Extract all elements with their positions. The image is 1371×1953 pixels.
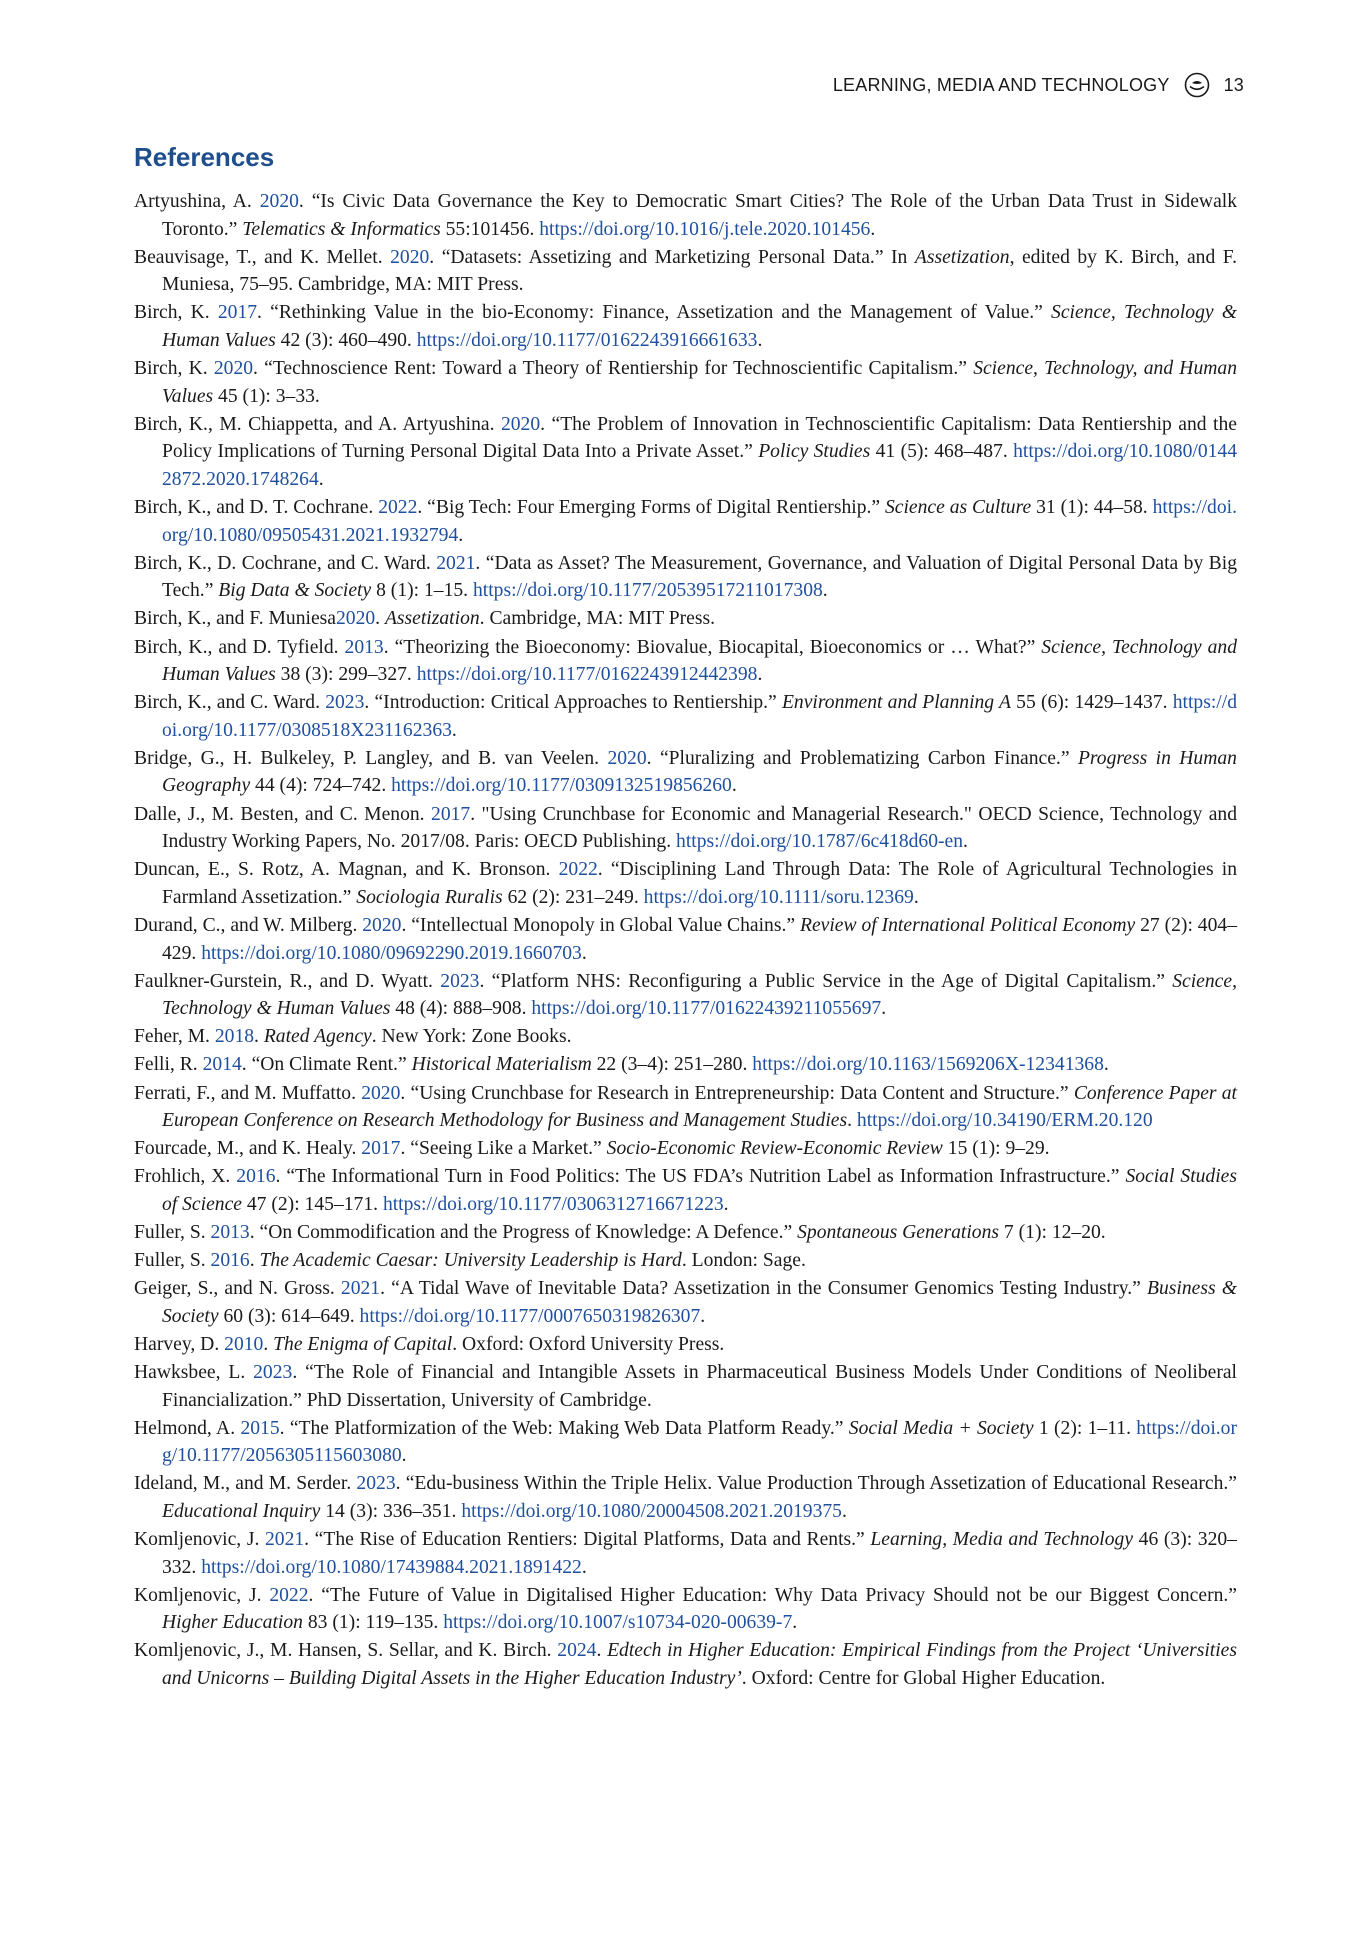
reference-source: The Enigma of Capital bbox=[273, 1333, 453, 1355]
reference-title: . bbox=[375, 608, 385, 630]
reference-authors: Ferrati, F., and M. Muffatto. bbox=[134, 1082, 362, 1104]
reference-authors: Frohlich, X. bbox=[134, 1166, 237, 1188]
reference-source: Sociologia Ruralis bbox=[356, 886, 503, 908]
reference-end: . bbox=[757, 664, 763, 686]
reference-authors: Faulkner-Gurstein, R., and D. Wyatt. bbox=[134, 970, 441, 992]
reference-title: . “Data as Asset? The Measurement, Governance, and Valuation of Digital Personal Data by Big Tech.” bbox=[162, 552, 1237, 602]
reference-entry bbox=[134, 689, 1237, 744]
reference-doi-link[interactable]: https://doi.org/10.1177/0162243912442398 bbox=[416, 664, 758, 686]
reference-source: Environment and Planning A bbox=[781, 692, 1011, 714]
reference-end: . bbox=[451, 719, 457, 741]
reference-entry bbox=[134, 411, 1237, 494]
reference-end: . bbox=[757, 329, 763, 351]
reference-end: . bbox=[792, 1612, 798, 1634]
reference-entry bbox=[134, 1135, 1237, 1163]
reference-title: . “Pluralizing and Problematizing Carbon Finance.” bbox=[646, 747, 1078, 769]
reference-year-link[interactable]: 2021 bbox=[340, 1278, 381, 1300]
reference-details: 46 (3): 320–332. bbox=[162, 1529, 1237, 1578]
reference-entry bbox=[134, 856, 1237, 911]
reference-title: . “Theorizing the Bioeconomy: Biovalue, Biocapital, Bioeconomics or … What?” bbox=[383, 636, 1042, 658]
reference-source: Telematics & Informatics bbox=[242, 218, 441, 240]
reference-year-link[interactable]: 2014 bbox=[202, 1054, 242, 1076]
reference-title: . bbox=[249, 1250, 260, 1272]
reference-source: Social Studies of Science bbox=[162, 1166, 1237, 1215]
reference-authors: Helmond, A. bbox=[134, 1417, 241, 1439]
reference-doi-link[interactable]: https://doi.org/10.34190/ERM.20.120 bbox=[856, 1110, 1153, 1132]
reference-title: . “The Rise of Education Rentiers: Digital Platforms, Data and Rents.” bbox=[304, 1529, 871, 1550]
reference-end: . bbox=[700, 1305, 706, 1327]
reference-doi-link[interactable]: https://doi.org/10.1080/01442872.2020.1748264 bbox=[162, 441, 1238, 490]
reference-authors: Hawksbee, L. bbox=[134, 1361, 254, 1383]
reference-title: . “On Climate Rent.” bbox=[241, 1054, 412, 1076]
reference-end: . bbox=[723, 1193, 729, 1215]
section-title: References bbox=[134, 142, 275, 172]
reference-source: Educational Inquiry bbox=[162, 1500, 321, 1522]
reference-details: 45 (1): 3–33. bbox=[213, 385, 320, 407]
reference-year-link[interactable]: 2021 bbox=[436, 552, 476, 574]
reference-title: . “Datasets: Assetizing and Marketizing Personal Data.” In bbox=[429, 246, 915, 268]
reference-source: Progress in Human Geography bbox=[162, 747, 1237, 797]
reference-end: . bbox=[881, 998, 887, 1020]
reference-authors: Birch, K., D. Cochrane, and C. Ward. bbox=[134, 552, 437, 574]
reference-doi-link[interactable]: https://doi.org/10.1080/17439884.2021.1891422 bbox=[201, 1556, 582, 1578]
reference-authors: Duncan, E., S. Rotz, A. Magnan, and K. Bronson. bbox=[134, 859, 559, 881]
reference-source: Learning, Media and Technology bbox=[870, 1529, 1134, 1550]
reference-title: . “Big Tech: Four Emerging Forms of Digital Rentiership.” bbox=[417, 497, 885, 519]
journal-name: LEARNING, MEDIA AND TECHNOLOGY bbox=[832, 74, 1170, 95]
reference-source: Science as Culture bbox=[885, 497, 1032, 519]
reference-title: . “Is Civic Data Governance the Key to Democratic Smart Cities? The Role of the Urban Data Trust in Sidewalk Toronto.” bbox=[162, 191, 1238, 240]
reference-authors: Ideland, M., and M. Serder. bbox=[134, 1473, 357, 1495]
reference-title: . “The Platformization of the Web: Making Web Data Platform Ready.” bbox=[279, 1417, 849, 1439]
reference-end: . bbox=[731, 775, 737, 797]
reference-year-link[interactable]: 2021 bbox=[264, 1529, 305, 1550]
reference-entry bbox=[134, 1359, 1237, 1414]
reference-source: Historical Materialism bbox=[411, 1054, 592, 1076]
reference-authors: Felli, R. bbox=[134, 1054, 203, 1076]
reference-authors: Durand, C., and W. Milberg. bbox=[134, 914, 363, 936]
reference-year-link[interactable]: 2023 bbox=[325, 692, 365, 714]
reference-details: . Cambridge, MA: MIT Press. bbox=[479, 608, 715, 630]
reference-entry bbox=[134, 1331, 1237, 1359]
reference-details: . Oxford: Oxford University Press. bbox=[452, 1333, 725, 1355]
reference-year-link[interactable]: 2022 bbox=[269, 1584, 309, 1606]
reference-title: . “The Role of Financial and Intangible Assets in Pharmaceutical Business Models Under Conditions of Neoliberal Financialization.” PhD Dissertation, University of Cambridge. bbox=[162, 1361, 1237, 1411]
reference-doi-link[interactable]: https://doi.org/10.1787/6c418d60-en bbox=[676, 831, 964, 853]
reference-entry bbox=[134, 634, 1237, 689]
reference-details: . New York: Zone Books. bbox=[371, 1026, 572, 1048]
reference-source: The Academic Caesar: University Leadership is Hard bbox=[259, 1250, 682, 1272]
reference-entry bbox=[134, 968, 1237, 1023]
reference-details: 44 (4): 724–742. bbox=[250, 775, 392, 797]
reference-doi-link[interactable]: https://doi.org/10.1177/0162243916661633 bbox=[416, 329, 758, 351]
reference-year-link[interactable]: 2020 bbox=[361, 1082, 401, 1104]
reference-doi-link[interactable]: https://doi.org/10.1177/0007650319826307 bbox=[359, 1305, 701, 1327]
reference-title: . bbox=[254, 1026, 264, 1048]
reference-title: . “The Future of Value in Digitalised Higher Education: Why Data Privacy Should not be our Biggest Concern.” bbox=[308, 1584, 1237, 1606]
reference-entry bbox=[134, 1247, 1237, 1275]
reference-end: . bbox=[581, 1556, 587, 1578]
reference-entry bbox=[134, 912, 1237, 967]
reference-year-link[interactable]: 2023 bbox=[440, 970, 480, 992]
reference-year-link[interactable]: 2023 bbox=[253, 1361, 293, 1383]
reference-entry bbox=[134, 1582, 1237, 1637]
reference-entry bbox=[134, 1080, 1237, 1135]
reference-year-link[interactable]: 2024 bbox=[557, 1640, 597, 1662]
reference-authors: Dalle, J., M. Besten, and C. Menon. bbox=[134, 803, 432, 825]
reference-source: Assetization bbox=[384, 608, 480, 630]
reference-doi-link[interactable]: https://doi.org/10.1177/0306312716671223 bbox=[382, 1193, 724, 1215]
reference-details: . bbox=[847, 1110, 857, 1132]
reference-title: . bbox=[596, 1640, 608, 1662]
reference-title: . “Rethinking Value in the bio-Economy: Finance, Assetization and the Management of Value.” bbox=[257, 302, 1052, 324]
reference-end: . bbox=[841, 1500, 847, 1522]
reference-year-link[interactable]: 2016 bbox=[210, 1250, 250, 1272]
reference-doi-link[interactable]: https://doi.org/10.1080/20004508.2021.2019375 bbox=[461, 1500, 842, 1522]
reference-title: . “Seeing Like a Market.” bbox=[400, 1138, 607, 1160]
reference-source: Science, Technology & Human Values bbox=[162, 302, 1237, 351]
reference-year-link[interactable]: 2017 bbox=[361, 1138, 401, 1160]
reference-year-link[interactable]: 2020 bbox=[335, 608, 376, 630]
reference-doi-link[interactable]: https://doi.org/10.1177/01622439211055697 bbox=[531, 998, 882, 1020]
reference-source: Socio-Economic Review-Economic Review bbox=[606, 1138, 943, 1160]
reference-details: 1 (2): 1–11. bbox=[1033, 1417, 1137, 1439]
reference-authors: Birch, K., and D. T. Cochrane. bbox=[134, 497, 379, 519]
reference-source: Spontaneous Generations bbox=[797, 1221, 1000, 1243]
reference-authors: Birch, K., and C. Ward. bbox=[134, 692, 326, 714]
reference-doi-link[interactable]: https://doi.org/10.1177/0308518X231162363 bbox=[162, 692, 1237, 741]
reference-entry bbox=[134, 1219, 1237, 1247]
reference-year-link[interactable]: 2022 bbox=[378, 497, 418, 519]
reference-title: . “Disciplining Land Through Data: The Role of Agricultural Technologies in Farmland Assetization.” bbox=[162, 859, 1237, 908]
reference-source: Edtech in Higher Education: Empirical Findings from the Project ‘Universities and Unicorns – Building Digital Assets in the Higher Education Industry’ bbox=[162, 1640, 1238, 1689]
reference-year-link[interactable]: 2020 bbox=[500, 413, 541, 435]
reference-details: 55 (6): 1429–1437. bbox=[1010, 692, 1173, 714]
reference-end: . bbox=[458, 524, 464, 546]
reference-year-link[interactable]: 2022 bbox=[558, 859, 598, 881]
reference-authors: Feher, M. bbox=[134, 1026, 215, 1048]
reference-title: . “Platform NHS: Reconfiguring a Public Service in the Age of Digital Capitalism.” bbox=[479, 970, 1173, 992]
reference-details: 60 (3): 614–649. bbox=[218, 1305, 360, 1327]
reference-entry bbox=[134, 1415, 1237, 1470]
reference-entry bbox=[134, 605, 1237, 633]
reference-title: . "Using Crunchbase for Economic and Managerial Research." OECD Science, Technology and Industry Working Papers, No. 2017/08. Paris: OECD Publishing. bbox=[162, 803, 1237, 853]
reference-details: 31 (1): 44–58. bbox=[1031, 497, 1153, 519]
reference-details: 62 (2): 231–249. bbox=[502, 886, 644, 908]
reference-year-link[interactable]: 2015 bbox=[240, 1417, 280, 1439]
reference-year-link[interactable]: 2017 bbox=[431, 803, 471, 825]
reference-authors: Komljenovic, J. bbox=[134, 1584, 270, 1606]
reference-title: . bbox=[263, 1333, 274, 1355]
reference-end: . bbox=[581, 942, 587, 964]
reference-details: 8 (1): 1–15. bbox=[371, 580, 473, 602]
reference-end: . bbox=[913, 886, 919, 908]
reference-authors: Fourcade, M., and K. Healy. bbox=[134, 1138, 362, 1160]
reference-source: Review of International Political Economy bbox=[799, 914, 1136, 936]
reference-year-link[interactable]: 2016 bbox=[236, 1166, 276, 1188]
reference-authors: Birch, K., and F. Muniesa bbox=[134, 608, 336, 630]
reference-source: Business & Society bbox=[162, 1278, 1238, 1327]
reference-entry bbox=[134, 801, 1237, 856]
reference-title: . “On Commodification and the Progress of Knowledge: A Defence.” bbox=[249, 1221, 798, 1243]
reference-title: . “Using Crunchbase for Research in Entrepreneurship: Data Content and Structure.” bbox=[400, 1082, 1074, 1104]
reference-details: 42 (3): 460–490. bbox=[275, 329, 417, 351]
reference-details: , edited by K. Birch, and F. Muniesa, 75–95. Cambridge, MA: MIT Press. bbox=[162, 246, 1237, 296]
reference-details: 48 (4): 888–908. bbox=[390, 998, 532, 1020]
reference-title: . “Introduction: Critical Approaches to Rentiership.” bbox=[364, 692, 782, 714]
page-number: 13 bbox=[1223, 74, 1244, 95]
reference-doi-link[interactable]: https://doi.org/10.1177/0309132519856260 bbox=[391, 775, 732, 797]
reference-entry bbox=[134, 1163, 1237, 1218]
reference-source: Rated Agency bbox=[263, 1026, 372, 1048]
reference-end: . bbox=[318, 468, 324, 490]
reference-authors: Komljenovic, J., M. Hansen, S. Sellar, and K. Birch. bbox=[134, 1640, 558, 1662]
reference-entry bbox=[134, 1023, 1237, 1051]
reference-entry bbox=[134, 188, 1237, 243]
reference-year-link[interactable]: 2018 bbox=[214, 1026, 255, 1048]
open-access-circle-icon bbox=[1184, 72, 1210, 98]
reference-doi-link[interactable]: https://doi.org/10.1080/09505431.2021.1932794 bbox=[162, 497, 1237, 546]
reference-doi-link[interactable]: https://doi.org/10.1080/09692290.2019.1660703 bbox=[201, 942, 582, 964]
reference-authors: Beauvisage, T., and K. Mellet. bbox=[134, 246, 391, 268]
reference-details: 55:101456. bbox=[440, 218, 540, 240]
reference-authors: Bridge, G., H. Bulkeley, P. Langley, and B. van Veelen. bbox=[134, 747, 608, 769]
reference-title: . “A Tidal Wave of Inevitable Data? Assetization in the Consumer Genomics Testing Industry.” bbox=[380, 1278, 1148, 1300]
reference-entry bbox=[134, 1526, 1237, 1581]
reference-authors: Fuller, S. bbox=[134, 1221, 211, 1243]
reference-details: 83 (1): 119–135. bbox=[302, 1612, 444, 1634]
reference-source: Conference Paper at European Conference on Research Methodology for Business and Management Studies bbox=[162, 1082, 1237, 1132]
reference-source: Science, Technology & Human Values bbox=[162, 970, 1237, 1020]
reference-year-link[interactable]: 2013 bbox=[344, 636, 384, 658]
reference-authors: Birch, K., and D. Tyfield. bbox=[134, 636, 345, 658]
reference-entry bbox=[134, 299, 1237, 354]
reference-doi-link[interactable]: https://doi.org/10.1177/2056305115603080 bbox=[162, 1417, 1237, 1467]
reference-doi-link[interactable]: https://doi.org/10.1163/1569206X-12341368 bbox=[752, 1054, 1104, 1076]
reference-entry bbox=[134, 494, 1237, 549]
reference-details: . London: Sage. bbox=[681, 1250, 806, 1272]
reference-year-link[interactable]: 2020 bbox=[390, 246, 430, 268]
reference-authors: Birch, K. bbox=[134, 302, 218, 324]
reference-authors: Fuller, S. bbox=[134, 1250, 211, 1272]
reference-title: . “The Problem of Innovation in Technoscientific Capitalism: Data Rentiership and the Policy Implications of Turning Personal Digital Data Into a Private Asset.” bbox=[162, 413, 1237, 463]
reference-details: 27 (2): 404–429. bbox=[162, 914, 1237, 964]
reference-authors: Birch, K. bbox=[134, 358, 214, 380]
reference-details: 47 (2): 145–171. bbox=[241, 1193, 383, 1215]
reference-authors: Artyushina, A. bbox=[134, 191, 260, 212]
reference-entry bbox=[134, 1637, 1237, 1692]
reference-source: Science, Technology and Human Values bbox=[162, 636, 1237, 686]
reference-end: . bbox=[822, 580, 828, 602]
reference-entry bbox=[134, 550, 1237, 605]
reference-title: . “Intellectual Monopoly in Global Value Chains.” bbox=[401, 914, 800, 936]
reference-entry bbox=[134, 355, 1237, 410]
reference-details: 14 (3): 336–351. bbox=[320, 1500, 462, 1522]
reference-source: Assetization bbox=[914, 246, 1010, 268]
reference-doi-link[interactable]: https://doi.org/10.1007/s10734-020-00639-7 bbox=[443, 1612, 793, 1634]
reference-doi-link[interactable]: https://doi.org/10.1177/20539517211017308 bbox=[472, 580, 823, 602]
reference-details: 15 (1): 9–29. bbox=[942, 1138, 1050, 1160]
reference-year-link[interactable]: 2010 bbox=[224, 1333, 264, 1355]
reference-details: 41 (5): 468–487. bbox=[870, 441, 1014, 463]
reference-entry bbox=[134, 1051, 1237, 1079]
reference-source: Higher Education bbox=[162, 1612, 303, 1634]
reference-year-link[interactable]: 2023 bbox=[356, 1473, 396, 1495]
reference-year-link[interactable]: 2020 bbox=[362, 914, 402, 936]
reference-year-link[interactable]: 2020 bbox=[607, 747, 647, 769]
reference-source: Big Data & Society bbox=[218, 580, 372, 602]
reference-title: . “Edu-business Within the Triple Helix. Value Production Through Assetization of Educational Research.” bbox=[395, 1473, 1237, 1495]
reference-details: 38 (3): 299–327. bbox=[275, 664, 417, 686]
reference-end: . bbox=[1103, 1054, 1109, 1076]
reference-authors: Harvey, D. bbox=[134, 1333, 225, 1355]
reference-list bbox=[134, 188, 1237, 1693]
reference-year-link[interactable]: 2020 bbox=[259, 191, 299, 212]
reference-entry bbox=[134, 244, 1237, 299]
reference-doi-link[interactable]: https://doi.org/10.1016/j.tele.2020.101456 bbox=[539, 218, 871, 240]
reference-authors: Komljenovic, J. bbox=[134, 1529, 265, 1550]
reference-details: 22 (3–4): 251–280. bbox=[591, 1054, 753, 1076]
reference-entry bbox=[134, 1275, 1237, 1330]
reference-authors: Geiger, S., and N. Gross. bbox=[134, 1278, 341, 1300]
reference-details: 7 (1): 12–20. bbox=[999, 1221, 1106, 1243]
reference-details: . Oxford: Centre for Global Higher Education. bbox=[741, 1667, 1106, 1689]
running-head bbox=[833, 72, 1244, 98]
reference-year-link[interactable]: 2013 bbox=[210, 1221, 250, 1243]
reference-source: Science, Technology, and Human Values bbox=[162, 358, 1237, 407]
reference-source: Policy Studies bbox=[758, 441, 871, 463]
reference-doi-link[interactable]: https://doi.org/10.1111/soru.12369 bbox=[643, 886, 914, 908]
reference-source: Social Media + Society bbox=[848, 1417, 1034, 1439]
reference-end: . bbox=[870, 218, 876, 240]
reference-title: . “The Informational Turn in Food Politics: The US FDA’s Nutrition Label as Information Infrastructure.” bbox=[275, 1166, 1126, 1188]
reference-authors: Birch, K., M. Chiappetta, and A. Artyushina. bbox=[134, 413, 501, 435]
reference-year-link[interactable]: 2020 bbox=[213, 358, 254, 380]
reference-title: . “Technoscience Rent: Toward a Theory of Rentiership for Technoscientific Capitalism.” bbox=[253, 358, 974, 380]
reference-entry bbox=[134, 1470, 1237, 1525]
reference-year-link[interactable]: 2017 bbox=[217, 302, 258, 324]
reference-end: . bbox=[963, 831, 968, 853]
reference-entry bbox=[134, 745, 1237, 800]
reference-end: . bbox=[401, 1445, 407, 1467]
